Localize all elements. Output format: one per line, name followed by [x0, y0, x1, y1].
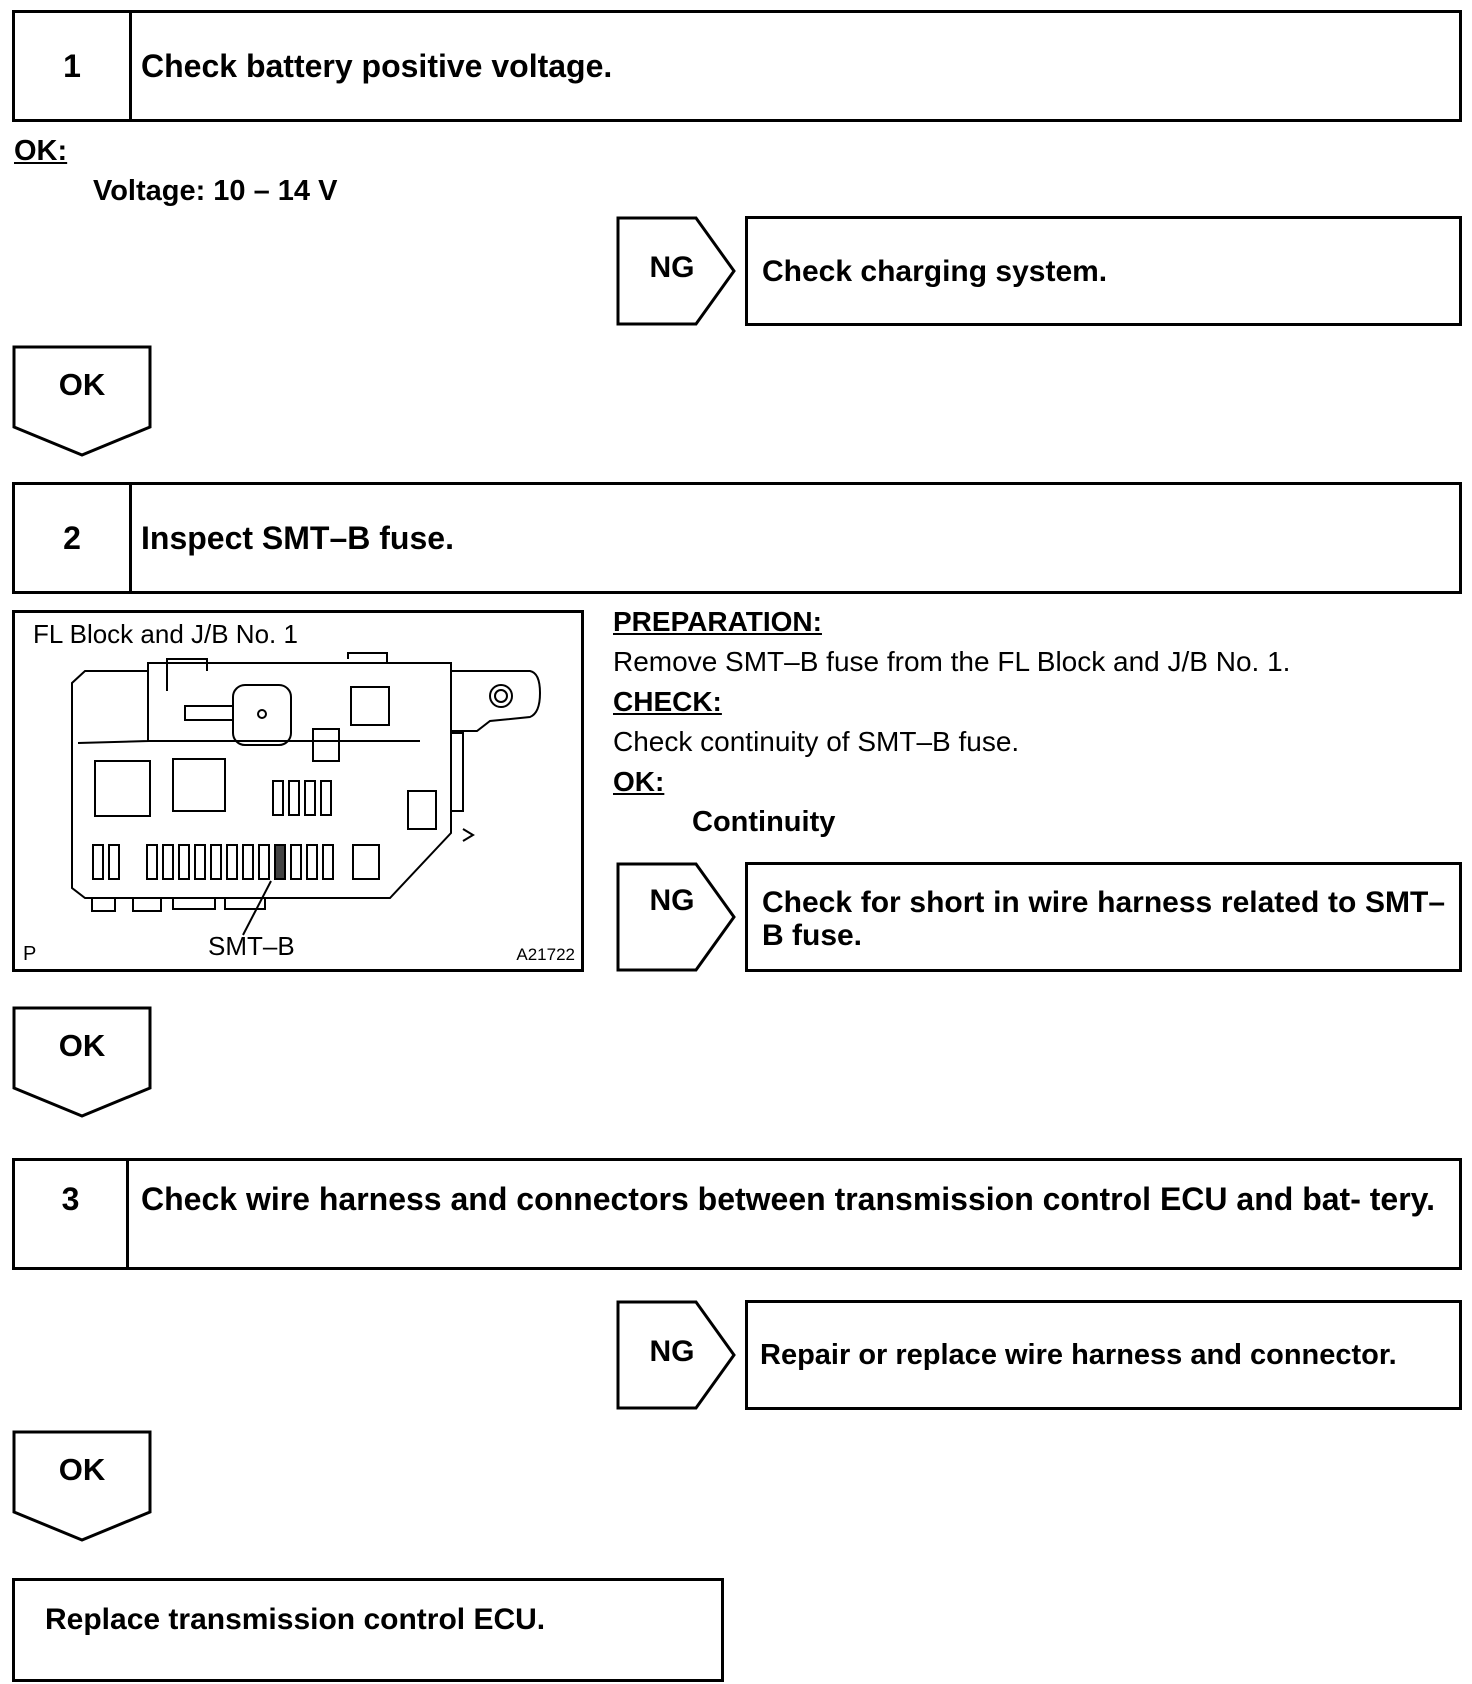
diagram-corner-mark: P — [23, 943, 37, 965]
ng-branch-tag — [616, 862, 746, 972]
step-title: Check wire harness and connectors between transmission control ECU and bat- tery. — [141, 1181, 1435, 1217]
ng-result-box — [745, 862, 1462, 972]
step-number: 1 — [15, 13, 132, 119]
check-heading: CHECK: — [613, 686, 722, 717]
step-title: Inspect SMT–B fuse. — [141, 520, 454, 556]
step-2-header — [12, 482, 1462, 594]
diagram-title: FL Block and J/B No. 1 — [33, 619, 298, 649]
ok-branch-tag — [12, 1006, 152, 1118]
smt-b-fuse-highlight — [275, 845, 285, 879]
ng-branch-tag — [616, 1300, 746, 1410]
check-text: Check continuity of SMT–B fuse. — [613, 726, 1020, 757]
ok-branch-tag — [12, 1430, 152, 1542]
fuse-block-illustration — [15, 613, 581, 969]
final-result-text: Replace transmission control ECU. — [45, 1603, 546, 1636]
preparation-heading: PREPARATION: — [613, 606, 822, 637]
ng-result-text: Check for short in wire harness related to SMT–B fuse. — [762, 886, 1445, 952]
step-1-header — [12, 10, 1462, 122]
ok-label: OK — [58, 1452, 106, 1487]
ng-result-text: Repair or replace wire harness and connector. — [760, 1338, 1397, 1371]
step-3-header — [12, 1158, 1462, 1270]
diagram-callout-label: SMT–B — [208, 931, 295, 961]
ok-label: OK — [58, 1028, 106, 1063]
ng-branch-tag — [616, 216, 746, 326]
step-title: Check battery positive voltage. — [141, 48, 613, 84]
ng-label: NG — [649, 884, 695, 917]
ng-result-box — [745, 216, 1462, 326]
step-number: 3 — [15, 1161, 129, 1267]
ng-label: NG — [649, 251, 695, 284]
ng-label: NG — [649, 1335, 695, 1368]
ok-heading: OK: — [14, 135, 68, 167]
diagram-figure-id: A21722 — [516, 945, 575, 964]
ok-criteria: Voltage: 10 – 14 V — [93, 175, 338, 207]
ok-label: OK — [58, 367, 106, 402]
step-number: 2 — [15, 485, 132, 591]
ng-result-box — [745, 1300, 1462, 1410]
final-result-box — [12, 1578, 724, 1682]
ok-criteria: Continuity — [692, 806, 836, 838]
ng-result-text: Check charging system. — [762, 254, 1108, 288]
fuse-block-diagram — [12, 610, 584, 972]
ok-branch-tag — [12, 345, 152, 457]
ok-heading: OK: — [613, 766, 665, 797]
preparation-text: Remove SMT–B fuse from the FL Block and J/B No. 1. — [613, 646, 1291, 677]
